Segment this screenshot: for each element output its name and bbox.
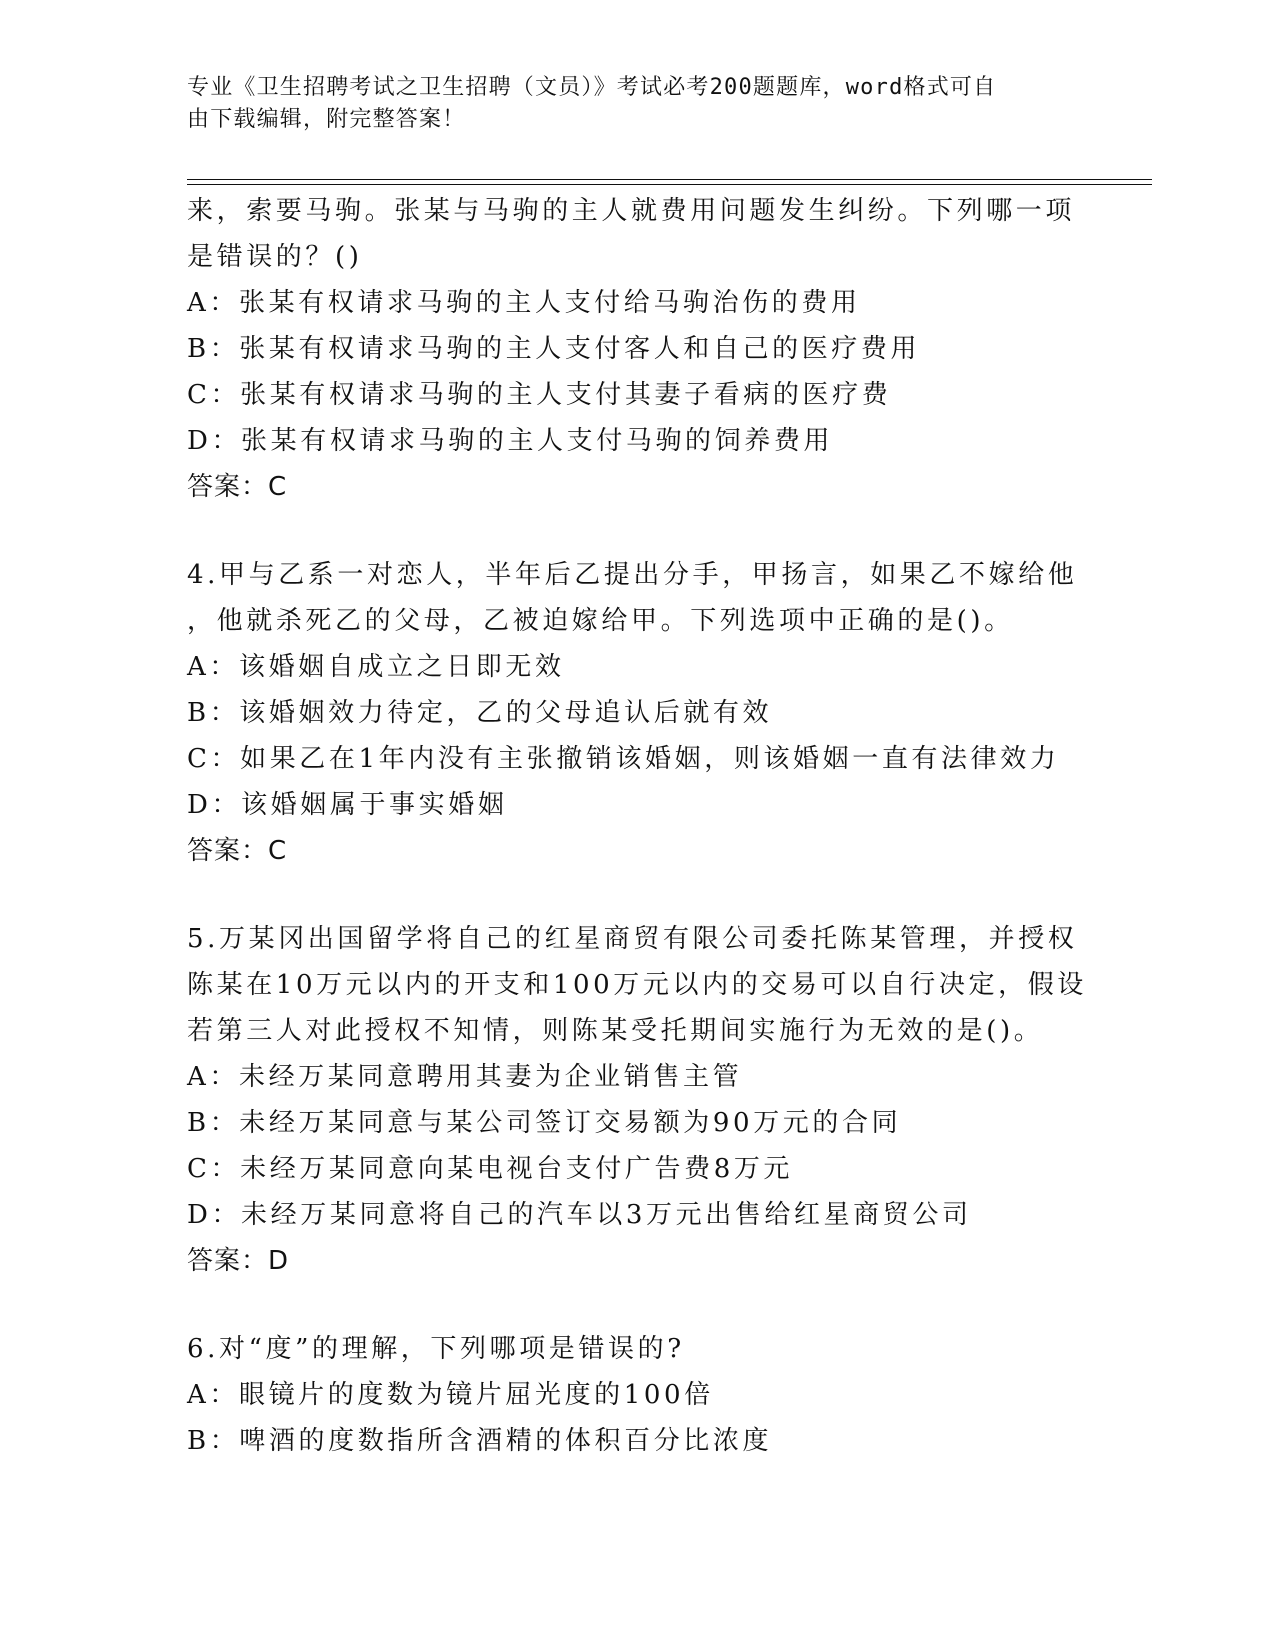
question-5 — [187, 916, 1087, 1284]
header-divider-top — [187, 179, 1152, 180]
question-5-option-d: D：未经万某同意将自己的汽车以3万元出售给红星商贸公司 — [187, 1200, 972, 1230]
header-title-line-1: 专业《卫生招聘考试之卫生招聘（文员）》考试必考200题题库，word格式可自 — [187, 75, 997, 100]
question-spacer — [187, 510, 1087, 552]
question-3-option-c: C：张某有权请求马驹的主人支付其妻子看病的医疗费 — [187, 380, 892, 410]
question-5-stem-line-1: 5.万某冈出国留学将自己的红星商贸有限公司委托陈某管理，并授权 — [187, 924, 1078, 954]
question-5-option-a: A：未经万某同意聘用其妻为企业销售主管 — [187, 1062, 743, 1092]
question-5-answer: 答案：D — [187, 1246, 290, 1276]
question-6-option-a: A：眼镜片的度数为镜片屈光度的100倍 — [187, 1380, 714, 1410]
question-4-option-c: C：如果乙在1年内没有主张撤销该婚姻，则该婚姻一直有法律效力 — [187, 744, 1060, 774]
question-5-stem-line-2: 陈某在10万元以内的开支和100万元以内的交易可以自行决定，假设 — [187, 970, 1087, 1000]
question-6-option-b: B：啤酒的度数指所含酒精的体积百分比浓度 — [187, 1426, 773, 1456]
question-5-option-c: C：未经万某同意向某电视台支付广告费8万元 — [187, 1154, 794, 1184]
question-4 — [187, 552, 1087, 874]
question-4-option-b: B：该婚姻效力待定，乙的父母追认后就有效 — [187, 698, 773, 728]
question-spacer — [187, 1284, 1087, 1326]
question-3-stem-line-2: 是错误的？() — [187, 242, 363, 272]
header-title-line-2: 由下载编辑，附完整答案！ — [187, 107, 466, 132]
question-5-option-b: B：未经万某同意与某公司签订交易额为90万元的合同 — [187, 1108, 902, 1138]
question-3-option-b: B：张某有权请求马驹的主人支付客人和自己的医疗费用 — [187, 334, 921, 364]
question-4-option-a: A：该婚姻自成立之日即无效 — [187, 652, 565, 682]
header-divider-bottom — [187, 184, 1152, 185]
question-6-stem-line-1: 6.对“度”的理解，下列哪项是错误的? — [187, 1334, 685, 1364]
question-3 — [187, 188, 1087, 510]
question-4-stem-line-2: ，他就杀死乙的父母，乙被迫嫁给甲。下列选项中正确的是()。 — [187, 606, 1014, 636]
question-3-option-a: A：张某有权请求马驹的主人支付给马驹治伤的费用 — [187, 288, 861, 318]
question-3-option-d: D：张某有权请求马驹的主人支付马驹的饲养费用 — [187, 426, 834, 456]
document-header — [187, 72, 1067, 136]
question-spacer — [187, 874, 1087, 916]
question-4-answer: 答案：C — [187, 836, 288, 866]
question-3-stem-line-1: 来，索要马驹。张某与马驹的主人就费用问题发生纠纷。下列哪一项 — [187, 196, 1076, 226]
question-6 — [187, 1326, 1087, 1464]
question-3-answer: 答案：C — [187, 472, 288, 502]
document-body — [187, 188, 1087, 1464]
question-4-option-d: D：该婚姻属于事实婚姻 — [187, 790, 508, 820]
question-4-stem-line-1: 4.甲与乙系一对恋人，半年后乙提出分手，甲扬言，如果乙不嫁给他 — [187, 560, 1078, 590]
question-5-stem-line-3: 若第三人对此授权不知情，则陈某受托期间实施行为无效的是()。 — [187, 1016, 1044, 1046]
